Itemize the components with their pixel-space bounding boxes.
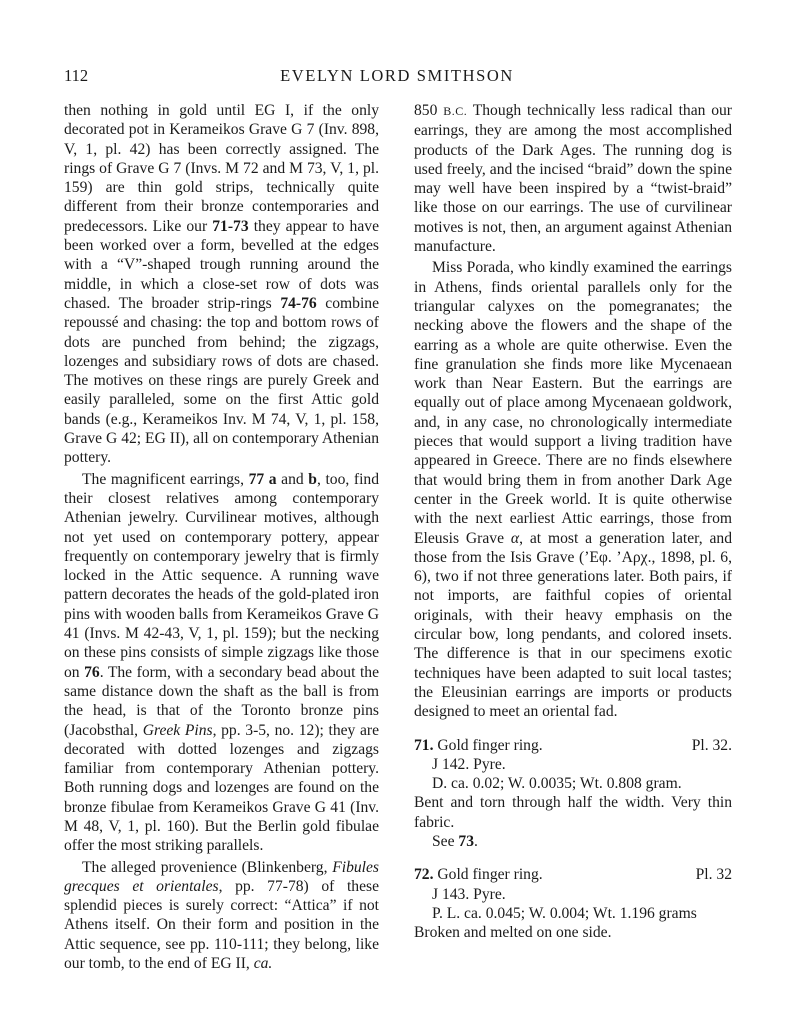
era-abbrev: B.C. [443, 104, 468, 118]
running-head [64, 66, 730, 90]
entry-condition: Broken and melted on one side. [414, 924, 612, 942]
entry-inventory: J 143. Pyre. [432, 885, 506, 903]
paragraph: The alleged provenience (Blinkenberg, Fibules grecques et orientales, pp. 77-78) of these splendid pieces is surely correct: “Attica” if not Athens itself. On their form and position in the Attic sequence, see pp. 110-111; they belong, like our tomb, to the end of EG II, ca. [64, 858, 379, 973]
book-title: Greek Pins [142, 721, 213, 739]
catalog-ref: 74-76 [280, 294, 317, 312]
entry-condition: Bent and torn through half the width. Very thin fabric. [414, 794, 732, 831]
catalog-ref: 71-73 [212, 217, 249, 235]
page-number: 112 [64, 66, 89, 85]
entry-see-also: See 73. [432, 832, 478, 850]
plate-ref: Pl. 32 [695, 866, 732, 884]
entry-title: Gold finger ring. [437, 866, 543, 884]
plate-ref: Pl. 32. [691, 736, 732, 754]
catalog-entry-72 [414, 865, 732, 942]
entry-number: 72. [414, 866, 434, 884]
entry-heading [414, 736, 732, 755]
catalog-ref: 76 [84, 663, 100, 681]
entry-heading [414, 865, 732, 884]
catalog-ref: 77 a [248, 470, 277, 488]
entry-number: 71. [414, 736, 434, 754]
entry-title: Gold finger ring. [437, 736, 543, 754]
left-column [64, 101, 379, 973]
paragraph: The magnificent earrings, 77 a and b, too, find their closest relatives among contemporary Athenian jewelry. Curvilinear motives, although not yet used on contemporary pottery, appear frequently on contemporary jewelry that is firmly locked in the Attic sequence. A running wave pattern decorates the heads of the gold-plated iron pins with wooden balls from Kerameikos Grave G 41 (Invs. M 42-43, V, 1, pl. 159); but the necking on these pins consists of simple zigzags like those on 76. The form, with a secondary bead about the same distance down the shaft as the ball is from the head, is that of the Toronto bronze pins (Jacobsthal, Greek Pins, pp. 3-5, no. 12); they are decorated with dotted lozenges and zigzags familiar from contemporary Athenian pottery. Both running dogs and lozenges are found on the bronze fibulae from Kerameikos Grave G 41 (Inv. M 48, V, 1, pl. 160). But the Berlin gold fibulae offer the most striking parallels. [64, 470, 380, 855]
catalog-ref: 73 [458, 832, 475, 850]
paragraph: Miss Porada, who kindly examined the earrings in Athens, finds oriental parallels only for the triangular calyxes on the pomegranates; the necking above the flowers and the shape of the earring as a whole are quite otherwise. Even the fine granulation she finds more like Mycenaean work than Near Eastern. But the earrings are equally out of place among Mycenaean goldwork, and, in any case, no chronologically intermediate pieces that would support a living tradition have appeared in Greece. There are no finds elsewhere that would bring them in from another Dark Age center in the Greek world. It is quite otherwise with the next earliest Attic earrings, those from Eleusis Grave α, at most a generation later, and those from the Isis Grave (’Εφ. ’Αρχ., 1898, pl. 6, 6), two if not three generations later. Both pairs, if not imports, are faithful copies of oriental originals, with their heavy emphasis on the circular bow, long pendants, and colored insets. The difference is that in our specimens exotic techniques have been adapted to suit local tastes; the Eleusinian earrings are imports or products designed to meet an oriental fad. [414, 259, 733, 721]
entry-dimensions: P. L. ca. 0.045; W. 0.004; Wt. 1.196 grams [432, 904, 697, 922]
book-title: Fibules grecques et orientales [64, 858, 379, 895]
entry-dimensions: D. ca. 0.02; W. 0.0035; Wt. 0.808 gram. [432, 775, 682, 793]
paragraph: 850 B.C. Though technically less radical than our earrings, they are among the most accomplished products of the Dark Ages. The running dog is used freely, and the incised “braid” down the spine may well have been inspired by a “twist-braid” like those on our earrings. The use of curvilinear motives is not, then, an argument against Athenian manufacture. [414, 102, 733, 256]
entry-inventory: J 142. Pyre. [432, 755, 506, 773]
paragraph: then nothing in gold until EG I, if the only decorated pot in Kerameikos Grave G 7 (Inv. 898, V, 1, pl. 42) has been correctly assigned. The rings of Grave G 7 (Invs. M 72 and M 73, V, 1, pl. 159) are thin gold strips, technically quite different from their bronze contemporaries and predecessors. Like our 71-73 they appear to have been worked over a form, bevelled at the edges with a “V”-shaped trough running around the middle, in which a close-set row of dots was chased. The broader strip-rings 74-76 combine repoussé and chasing: the top and bottom rows of dots are punched from behind; the zigzags, lozenges and subsidiary rows of dots are chased. The motives on these rings are purely Greek and easily paralleled, some on the first Attic gold bands (e.g., Kerameikos Inv. M 74, V, 1, pl. 158, Grave G 42; EG II), all on contemporary Athenian pottery. [64, 102, 379, 467]
catalog-entry-71 [414, 736, 732, 852]
page-header-author: EVELYN LORD SMITHSON [280, 66, 514, 85]
catalog-ref: b [308, 470, 317, 488]
circa-abbrev: ca. [253, 955, 273, 973]
right-column [414, 101, 732, 942]
greek-alpha: α [510, 529, 520, 547]
